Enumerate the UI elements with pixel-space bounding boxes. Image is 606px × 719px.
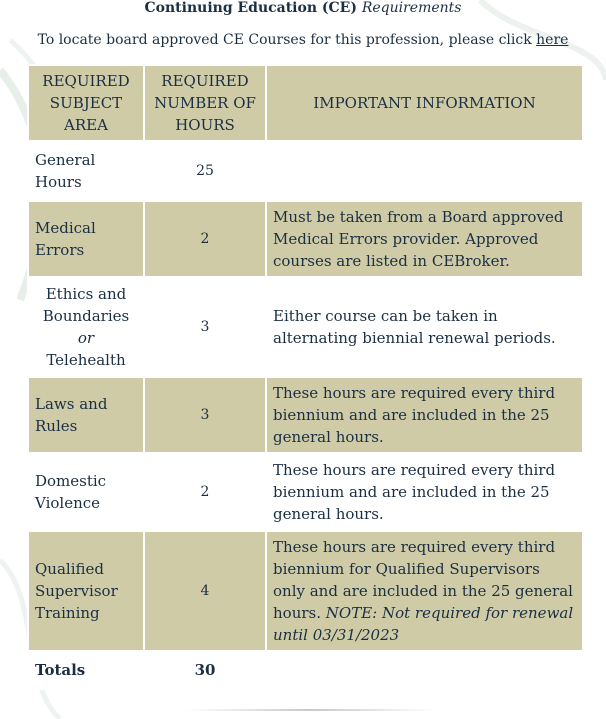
info-note: NOTE: Not required for renewal until 03/31/2023: [273, 604, 574, 644]
hours-cell: 3: [144, 277, 266, 377]
header-subject-line3: AREA: [64, 116, 108, 134]
table-row: [28, 531, 583, 651]
info-cell: Must be taken from a Board approved Medical Errors provider. Approved courses are listed in CEBroker.: [266, 201, 583, 277]
table-row: [28, 141, 583, 201]
header-subject-line2: SUBJECT: [49, 94, 123, 112]
header-hours-line3: HOURS: [175, 116, 235, 134]
totals-row: [28, 651, 583, 689]
title-italic: Requirements: [361, 0, 462, 16]
subject-cell: Domestic Violence: [28, 453, 144, 531]
table-header-row: [28, 65, 583, 141]
header-subject-area: [28, 65, 144, 141]
locate-text: To locate board approved CE Courses for this profession, please click: [37, 32, 532, 48]
divider: [185, 709, 435, 711]
subject-or: or: [77, 329, 95, 347]
info-text: These hours are required every third biennium for Qualified Supervisors only and are included in the 25 general hours.: [273, 538, 573, 622]
hours-cell: 25: [144, 141, 266, 201]
subject-telehealth: Telehealth: [46, 351, 126, 369]
info-cell: Either course can be taken in alternating biennial renewal periods.: [266, 277, 583, 377]
totals-hours: 30: [144, 651, 266, 689]
locate-courses-text: [0, 31, 606, 49]
table-row: [28, 453, 583, 531]
subject-ethics: Ethics and Boundaries: [42, 285, 130, 325]
ce-requirements-table: [27, 64, 584, 690]
header-hours-line2: NUMBER OF: [154, 94, 256, 112]
hours-cell: 4: [144, 531, 266, 651]
subject-cell: Medical Errors: [28, 201, 144, 277]
info-cell: These hours are required every third biennium and are included in the 25 general hours.: [266, 453, 583, 531]
info-cell: These hours are required every third biennium and are included in the 25 general hours.: [266, 377, 583, 453]
header-hours-line1: REQUIRED: [161, 72, 249, 90]
info-cell: [266, 531, 583, 651]
subject-cell: Laws and Rules: [28, 377, 144, 453]
header-subject-line1: REQUIRED: [42, 72, 130, 90]
page-title: [0, 0, 606, 16]
table-row: [28, 377, 583, 453]
table-row: [28, 201, 583, 277]
hours-cell: 2: [144, 201, 266, 277]
title-main: Continuing Education (CE): [144, 0, 357, 16]
totals-label: Totals: [28, 651, 144, 689]
table-row: [28, 277, 583, 377]
here-link[interactable]: here: [536, 32, 569, 48]
hours-cell: 2: [144, 453, 266, 531]
subject-cell: Qualified Supervisor Training: [28, 531, 144, 651]
info-cell: [266, 141, 583, 201]
totals-info: [266, 651, 583, 689]
header-number-of-hours: [144, 65, 266, 141]
hours-cell: 3: [144, 377, 266, 453]
subject-cell: General Hours: [28, 141, 144, 201]
subject-cell: [28, 277, 144, 377]
header-important-information: IMPORTANT INFORMATION: [266, 65, 583, 141]
